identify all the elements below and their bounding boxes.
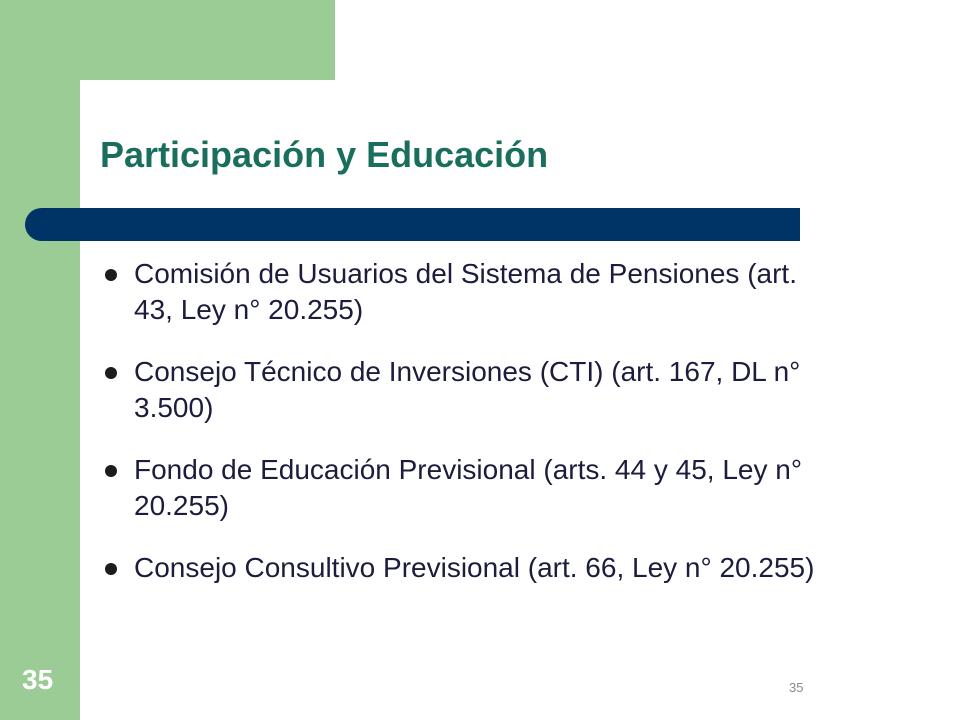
title-underline-bar <box>25 208 800 241</box>
bullet-list <box>100 256 840 612</box>
slide-title: Participación y Educación <box>100 134 549 175</box>
bullet-item: Comisión de Usuarios del Sistema de Pensiones (art. 43, Ley n° 20.255) <box>100 256 840 328</box>
slide-number-large: 35 <box>22 664 54 695</box>
bullet-item: Consejo Técnico de Inversiones (CTI) (art. 167, DL n° 3.500) <box>100 354 840 426</box>
bullet-item: Fondo de Educación Previsional (arts. 44 y 45, Ley n° 20.255) <box>100 452 840 524</box>
green-side-band <box>0 0 80 720</box>
green-top-band <box>0 0 335 80</box>
bullet-item: Consejo Consultivo Previsional (art. 66, Ley n° 20.255) <box>100 550 840 586</box>
slide-number-small: 35 <box>789 680 804 695</box>
rounded-corner <box>80 80 140 140</box>
